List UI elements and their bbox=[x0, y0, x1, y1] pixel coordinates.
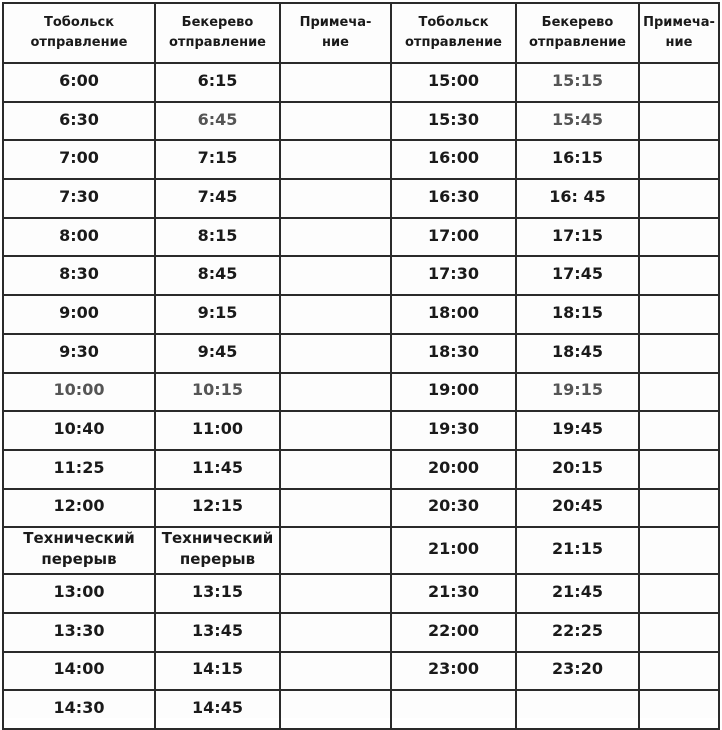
tobolsk-departure-1: 11:25 bbox=[3, 450, 155, 489]
tobolsk-departure-2: 17:00 bbox=[391, 218, 516, 257]
note-cell-2 bbox=[639, 613, 719, 652]
tobolsk-departure-2: 22:00 bbox=[391, 613, 516, 652]
note-cell-2 bbox=[639, 450, 719, 489]
bekerevo-departure-1: 8:45 bbox=[155, 256, 280, 295]
note-cell-1 bbox=[280, 218, 391, 257]
tobolsk-departure-1: 10:00 bbox=[3, 373, 155, 412]
table-row bbox=[3, 256, 719, 295]
tobolsk-departure-1: 14:30 bbox=[3, 690, 155, 729]
bekerevo-departure-2: 19:15 bbox=[516, 373, 639, 412]
bekerevo-departure-2 bbox=[516, 690, 639, 729]
note-cell-1 bbox=[280, 613, 391, 652]
table-row bbox=[3, 527, 719, 574]
table-row bbox=[3, 334, 719, 373]
note-cell-1 bbox=[280, 690, 391, 729]
tobolsk-departure-1: 13:30 bbox=[3, 613, 155, 652]
table-row bbox=[3, 140, 719, 179]
note-cell-1 bbox=[280, 527, 391, 574]
header-tobolsk-2: Тобольск отправление bbox=[391, 3, 516, 63]
tobolsk-departure-2: 16:00 bbox=[391, 140, 516, 179]
bekerevo-departure-2: 17:15 bbox=[516, 218, 639, 257]
tobolsk-departure-2: 19:30 bbox=[391, 411, 516, 450]
bekerevo-departure-2: 21:45 bbox=[516, 574, 639, 613]
tobolsk-departure-2: 19:00 bbox=[391, 373, 516, 412]
tobolsk-departure-2 bbox=[391, 690, 516, 729]
bekerevo-departure-1: 7:15 bbox=[155, 140, 280, 179]
tobolsk-departure-2: 15:00 bbox=[391, 63, 516, 102]
bekerevo-departure-1: 9:15 bbox=[155, 295, 280, 334]
tobolsk-departure-1: 9:00 bbox=[3, 295, 155, 334]
bekerevo-departure-2: 16:15 bbox=[516, 140, 639, 179]
tobolsk-departure-1: 7:30 bbox=[3, 179, 155, 218]
bekerevo-departure-1: 6:15 bbox=[155, 63, 280, 102]
bekerevo-departure-2: 20:15 bbox=[516, 450, 639, 489]
bekerevo-departure-2: 20:45 bbox=[516, 489, 639, 528]
note-cell-2 bbox=[639, 489, 719, 528]
note-cell-1 bbox=[280, 256, 391, 295]
table-row bbox=[3, 63, 719, 102]
bekerevo-departure-1: 12:15 bbox=[155, 489, 280, 528]
note-cell-2 bbox=[639, 140, 719, 179]
schedule-table bbox=[2, 2, 720, 730]
bekerevo-departure-2: 16: 45 bbox=[516, 179, 639, 218]
header-note-2: Примеча- ние bbox=[639, 3, 719, 63]
note-cell-2 bbox=[639, 256, 719, 295]
header-bekerevo-2: Бекерево отправление bbox=[516, 3, 639, 63]
bekerevo-departure-2: 21:15 bbox=[516, 527, 639, 574]
note-cell-1 bbox=[280, 574, 391, 613]
note-cell-2 bbox=[639, 295, 719, 334]
tobolsk-departure-2: 17:30 bbox=[391, 256, 516, 295]
bekerevo-departure-2: 18:45 bbox=[516, 334, 639, 373]
tobolsk-departure-1: 13:00 bbox=[3, 574, 155, 613]
note-cell-1 bbox=[280, 140, 391, 179]
note-cell-2 bbox=[639, 652, 719, 691]
note-cell-2 bbox=[639, 102, 719, 141]
table-row bbox=[3, 690, 719, 729]
tobolsk-departure-1: 6:30 bbox=[3, 102, 155, 141]
bekerevo-departure-1: 10:15 bbox=[155, 373, 280, 412]
bekerevo-departure-1: 14:45 bbox=[155, 690, 280, 729]
bekerevo-departure-1: 13:45 bbox=[155, 613, 280, 652]
bekerevo-departure-2: 19:45 bbox=[516, 411, 639, 450]
bekerevo-departure-1: 13:15 bbox=[155, 574, 280, 613]
table-row bbox=[3, 295, 719, 334]
header-bekerevo-1: Бекерево отправление bbox=[155, 3, 280, 63]
bekerevo-departure-2: 17:45 bbox=[516, 256, 639, 295]
note-cell-1 bbox=[280, 102, 391, 141]
tobolsk-departure-2: 23:00 bbox=[391, 652, 516, 691]
table-row bbox=[3, 179, 719, 218]
tobolsk-departure-2: 20:00 bbox=[391, 450, 516, 489]
note-cell-1 bbox=[280, 450, 391, 489]
table-row bbox=[3, 450, 719, 489]
bekerevo-departure-2: 23:20 bbox=[516, 652, 639, 691]
note-cell-2 bbox=[639, 373, 719, 412]
header-tobolsk-1: Тобольск отправление bbox=[3, 3, 155, 63]
note-cell-2 bbox=[639, 63, 719, 102]
tobolsk-departure-2: 20:30 bbox=[391, 489, 516, 528]
note-cell-1 bbox=[280, 63, 391, 102]
note-cell-1 bbox=[280, 411, 391, 450]
bekerevo-departure-2: 15:15 bbox=[516, 63, 639, 102]
note-cell-1 bbox=[280, 373, 391, 412]
tobolsk-departure-2: 16:30 bbox=[391, 179, 516, 218]
table-row bbox=[3, 411, 719, 450]
tobolsk-departure-2: 18:00 bbox=[391, 295, 516, 334]
bekerevo-departure-1: 7:45 bbox=[155, 179, 280, 218]
bekerevo-departure-1: 6:45 bbox=[155, 102, 280, 141]
tobolsk-departure-2: 21:00 bbox=[391, 527, 516, 574]
table-row bbox=[3, 218, 719, 257]
note-cell-2 bbox=[639, 218, 719, 257]
note-cell-1 bbox=[280, 489, 391, 528]
table-row bbox=[3, 489, 719, 528]
tobolsk-departure-2: 18:30 bbox=[391, 334, 516, 373]
table-row bbox=[3, 574, 719, 613]
note-cell-2 bbox=[639, 179, 719, 218]
tobolsk-departure-1: 6:00 bbox=[3, 63, 155, 102]
technical-break-cell-1: Технический перерыв bbox=[3, 527, 155, 574]
header-note-1: Примеча- ние bbox=[280, 3, 391, 63]
technical-break-cell-2: Технический перерыв bbox=[155, 527, 280, 574]
note-cell-1 bbox=[280, 652, 391, 691]
bekerevo-departure-1: 14:15 bbox=[155, 652, 280, 691]
table-row bbox=[3, 652, 719, 691]
bekerevo-departure-1: 8:15 bbox=[155, 218, 280, 257]
note-cell-2 bbox=[639, 690, 719, 729]
tobolsk-departure-1: 12:00 bbox=[3, 489, 155, 528]
bekerevo-departure-2: 18:15 bbox=[516, 295, 639, 334]
tobolsk-departure-1: 10:40 bbox=[3, 411, 155, 450]
tobolsk-departure-1: 9:30 bbox=[3, 334, 155, 373]
table-row bbox=[3, 373, 719, 412]
note-cell-1 bbox=[280, 334, 391, 373]
note-cell-2 bbox=[639, 411, 719, 450]
note-cell-1 bbox=[280, 179, 391, 218]
table-row bbox=[3, 102, 719, 141]
note-cell-2 bbox=[639, 334, 719, 373]
bekerevo-departure-1: 11:45 bbox=[155, 450, 280, 489]
tobolsk-departure-2: 15:30 bbox=[391, 102, 516, 141]
tobolsk-departure-1: 14:00 bbox=[3, 652, 155, 691]
tobolsk-departure-1: 8:30 bbox=[3, 256, 155, 295]
bekerevo-departure-2: 22:25 bbox=[516, 613, 639, 652]
tobolsk-departure-1: 7:00 bbox=[3, 140, 155, 179]
bekerevo-departure-2: 15:45 bbox=[516, 102, 639, 141]
note-cell-1 bbox=[280, 295, 391, 334]
header-row bbox=[3, 3, 719, 63]
tobolsk-departure-1: 8:00 bbox=[3, 218, 155, 257]
tobolsk-departure-2: 21:30 bbox=[391, 574, 516, 613]
note-cell-2 bbox=[639, 527, 719, 574]
note-cell-2 bbox=[639, 574, 719, 613]
bekerevo-departure-1: 9:45 bbox=[155, 334, 280, 373]
table-row bbox=[3, 613, 719, 652]
schedule-sheet bbox=[2, 2, 718, 718]
bekerevo-departure-1: 11:00 bbox=[155, 411, 280, 450]
